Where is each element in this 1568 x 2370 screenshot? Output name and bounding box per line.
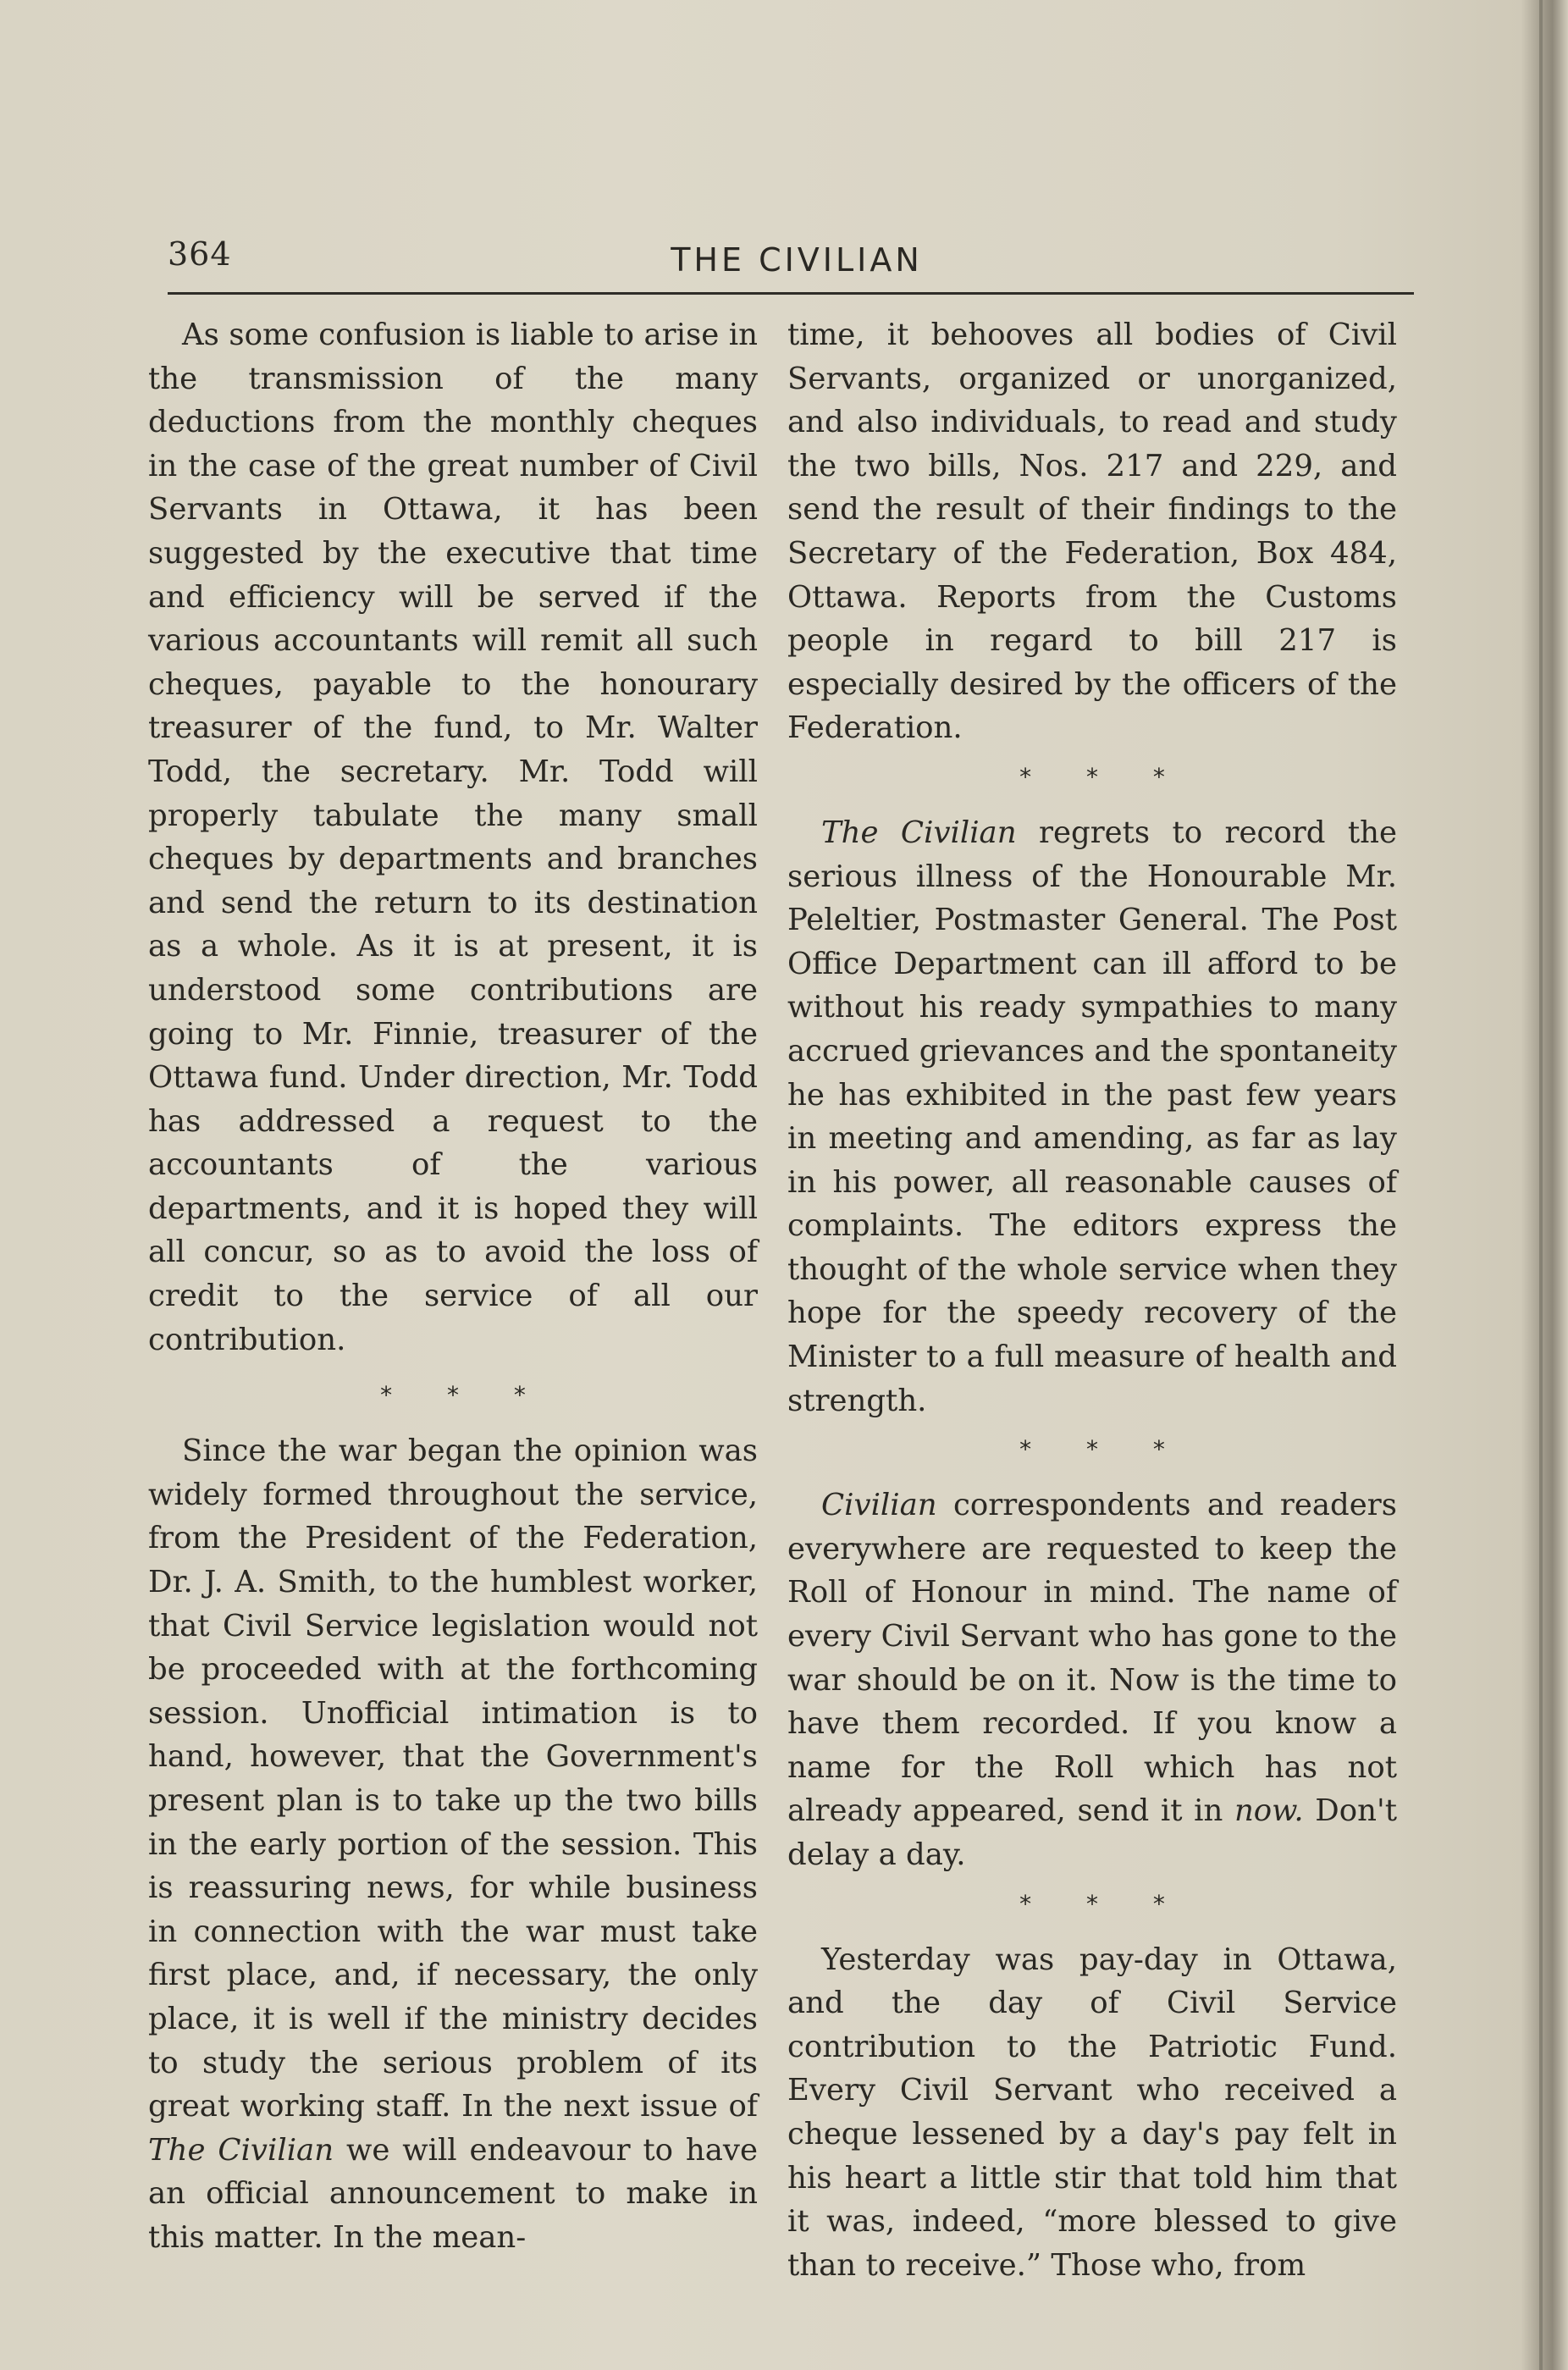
paragraph-text: regrets to record the serious illness of the Honourable Mr. Peleltier, Postmaster General. The Post Office Department can ill afford to be without his ready sympathies to many accrued grievances and the spontaneity he has exhibited in the past few years in meeting and amending, as far as lay in his power, all reasonable causes of complaints. The editors express the thought of the whole service when they hope for the speedy recovery of the Minister to a full measure of health and strength. [787,815,1397,1418]
paragraph-civil-service-legislation [148,1429,758,2259]
header-rule [168,292,1414,295]
binding-edge [1539,0,1543,2370]
paragraph-text: correspondents and readers everywhere are requested to keep the Roll of Honour in mind. The name of every Civil Servant who has gone to the war should be on it. Now is the time to have them recorded. If you know a name for the Roll which has not already appeared, send it in [787,1488,1397,1829]
right-column [787,313,1397,2287]
paragraph-confusion-deductions: As some confusion is liable to arise in the transmission of the many deductions from the monthly cheques in the case of the great number of Civil Servants in Ottawa, it has been suggested by the executive that time and efficiency will be served if the various accountants will remit all such cheques, payable to the honourary treasurer of the fund, to Mr. Walter Todd, the secretary. Mr. Todd will properly tabulate the many small cheques by departments and branches and send the return to its destination as a whole. As it is at present, it is understood some contributions are going to Mr. Finnie, treasurer of the Ottawa fund. Under direction, Mr. Todd has addressed a request to the accountants of the various departments, and it is hoped they will all concur, so as to avoid the loss of credit to the service of all our contribution. [148,318,758,1357]
paragraph-text: we will endeavour to have an official announcement to make in this matter. In the mean- [148,2132,758,2255]
paragraph-roll-of-honour [787,1483,1397,1876]
publication-title: The Civilian [821,815,1017,850]
paragraph-text: Don't delay a day. [787,1793,1397,1872]
section-separator: * * * [1019,1889,1189,1918]
publication-title: The Civilian [148,2132,334,2168]
paragraph-pay-day: Yesterday was pay-day in Ottawa, and the day of Civil Service contribution to the Patriotic Fund. Every Civil Servant who received a cheque lessened by a day's pay felt in his heart a little stir that told him that it was, indeed, “more blessed to give than to receive.” Those who, from [787,1942,1397,2283]
page-number: 364 [168,235,232,273]
paragraph-postmaster-illness [787,811,1397,1423]
running-title: THE CIVILIAN [671,241,923,279]
paragraph-bills-study: time, it behooves all bodies of Civil Servants, organized or unorganized, and also individuals, to read and study the two bills, Nos. 217 and 229, and send the result of their findings to the Secretary of the Federation, Box 484, Ottawa. Reports from the Customs people in regard to bill 217 is especially desired by the officers of the Federation. [787,318,1397,746]
paragraph-text: Since the war began the opinion was widely formed throughout the service, from the President of the Federation, Dr. J. A. Smith, to the humblest worker, that Civil Service legislation would not be proceeded with at the forthcoming session. Unofficial intimation is to hand, however, that the Government's present plan is to take up the two bills in the early portion of the session. This is reassuring news, for while business in connection with the war must take first place, and, if necessary, the only place, it is well if the ministry decides to study the serious problem of its great working staff. In the next issue of [148,1434,758,2124]
publication-title: Civilian [821,1488,937,1523]
left-column [148,313,758,2260]
emphasis-now: now. [1234,1793,1304,1829]
section-separator: * * * [1019,1435,1189,1464]
section-separator: * * * [1019,762,1189,791]
section-separator: * * * [380,1381,549,1410]
